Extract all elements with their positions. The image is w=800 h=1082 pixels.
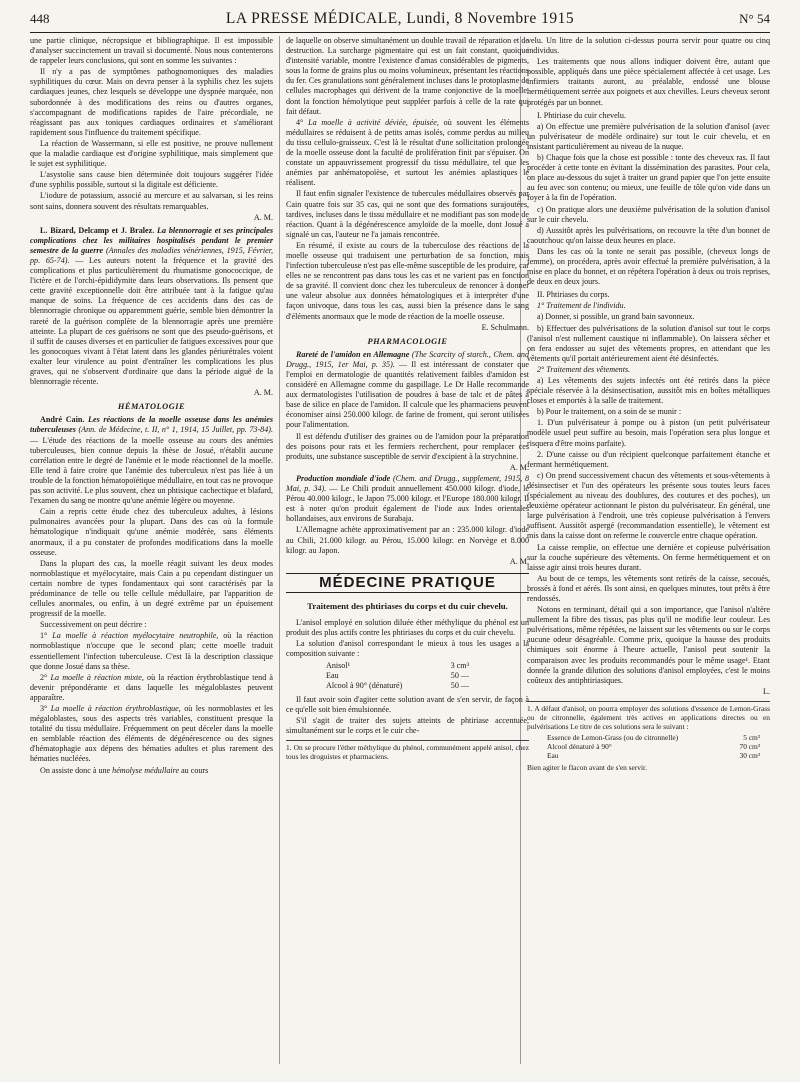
list-item: c) On pratique alors une deuxième pulvérisation de la solution d'anisol sur le cuir chevelu.: [527, 204, 770, 224]
signature: A. M.: [253, 212, 273, 222]
list-item: b) Effectuer des pulvérisations de la solution d'anisol sur tout le corps (l'anisol n'est nullement caustique ni inflammable). On laissera sécher et on fera endosser au sujet des vêtements propres, en attendant que les vêtements qu'il portait antérieurement aient été désinfectés.: [527, 323, 770, 363]
paragraph: Il faut enfin signaler l'existence de tubercules médullaires observés par Cain quatre fois sur 35 cas, qui ne sont que des formations surajoutées, tardives, incluses dans le tissu médullaire et ne modifiant pas son mode de réaction. Quant à la dégénérescence amyloïde de la moelle, dont Josué a signalé un cas, l'auteur ne l'a jamais rencontrée.: [286, 189, 529, 239]
paragraph: L'asystolie sans cause bien déterminée doit toujours suggérer l'idée d'une syphilis possible, surtout si la digitale est déficiente.: [30, 170, 273, 190]
article-abstract: [30, 415, 273, 506]
paragraph: une partie clinique, nécropsique et bibliographique. Il est impossible d'analyser succinctement un travail si documenté. Nous nous contenterons de rappeler leurs conclusions, qui sont en somme les suivantes :: [30, 36, 273, 66]
paragraph: La caisse remplie, on effectue une dernière et copieuse pulvérisation sur la couche supérieure des vêtements. On ferme hermétiquement et on laisse agir ainsi trois heures durant.: [527, 542, 770, 572]
column-rule: [279, 36, 280, 1064]
article-reference: (Annales des maladies vénériennes, 1915, Février, pp. 65-74).: [30, 245, 274, 265]
paragraph: L'Allemagne achète approximativement par an : 235.000 kilogr. d'iode au Chili, 21.000 kilogr. au Pérou, 15.000 kilogr. en Norvège et 8.000 kilogr. au Japon.: [286, 525, 529, 555]
paragraph: Il est défendu d'utiliser des graines ou de l'amidon pour la préparation des poisons pour rats et les fermiers recherchent, pour remplacer ces produits, une substance susceptible de servir d'excipient à la strychnine.: [286, 431, 529, 461]
subheading: 2° Traitement des vêtements.: [537, 364, 631, 374]
recipe-row: Essence de Lemon-Grass (ou de citronnelle) 5 cm³: [547, 732, 760, 742]
list-item: 1° La moelle à réaction myélocytaire neutrophile, où la réaction normoblastique n'occupe que le second plan; cette moelle traduit essentiellement l'infection tuberculeuse. C'est là la description classique que donne Josué dans sa thèse.: [30, 631, 274, 671]
column-1: [30, 36, 273, 777]
list-item: a) On effectue une première pulvérisation de la solution d'anisol (avec un pulvérisateur de modèle ordinaire) sur tout le cuir chevelu, et en insistant particulièrement au niveau de la nuque.: [527, 121, 770, 151]
list-item: b) Pour le traitement, on a soin de se munir :: [537, 407, 682, 417]
list-item: 2° La moelle à réaction mixte, où la réaction érythroblastique tend à devenir prépondérante et dans laquelle les mégaloblastes peuvent apparaître.: [30, 672, 274, 702]
signature: E. Schulmann.: [481, 322, 529, 332]
article-abstract: [30, 226, 273, 388]
paragraph: Dans la plupart des cas, la moelle réagit suivant les deux modes normoblastique et myélocytaire, mais Cain a pu cependant distinguer un certain nombre de types fondamentaux qui sont caractérisés par la prédominance de telle ou telle cellule médullaire, par l'apparition de cellules anormales, ou enfin, à un degré extrême par un épuisement progressif de la moelle.: [30, 558, 273, 619]
issue-number: N° 54: [739, 11, 770, 26]
column-2: [286, 36, 529, 761]
paragraph: Les traitements que nous allons indiquer doivent être, autant que possible, appliqués dans une pièce spécialement affectée à cet usage. Les infirmiers traitants auront, au préalable, endossé une blouse hermétiquement serrée aux poignets et aux chevilles. Leurs cheveux seront protégés par un bonnet.: [527, 57, 770, 107]
article-body: — Le Chili produit annuellement 450.000 kilogr. d'iode, le Pérou 40.000 kilogr., le Japon 75.000 kilogr. et l'Europe 180.000 kilogr. Il est à noter qu'on produit également de l'iode aux Indes orientales hollandaises, aux environs de Surabaja.: [286, 484, 529, 524]
footnote: 1. On se procure l'éther méthylique du phénol, communément appelé anisol, chez tous les droguistes et pharmaciens.: [286, 740, 529, 761]
article-title: La blennorragie et ses principales complications chez les militaires hospitalisés pendant le premier semestre de la guerre: [30, 225, 273, 255]
paragraph: La réaction de Wassermann, si elle est positive, ne prouve nullement que la maladie cardiaque est d'origine syphilitique, mais simplement que le sujet est syphilitique.: [30, 138, 273, 169]
paragraph: L'anisol employé en solution diluée éther méthylique du phénol est un produit des plus actifs contre les phtiriases du corps et du cuir chevelu.: [286, 617, 529, 637]
list-item: a) Donner, si possible, un grand bain savonneux.: [537, 312, 695, 322]
signature: A. M.: [509, 462, 529, 472]
list-item: d) Aussitôt après les pulvérisations, on recouvre la tête d'un bonnet de caoutchouc qu'on laisse deux heures en place.: [527, 225, 770, 245]
list-item: 2. D'une caisse ou d'un récipient quelconque parfaitement étanche et fermant hermétiquement.: [527, 449, 770, 469]
page-number: 448: [30, 11, 50, 26]
recipe-row: Eau 50 —: [326, 671, 469, 681]
article-abstract: [286, 474, 529, 524]
article-title: Les réactions de la moelle osseuse dans les anémies tuberculeuses: [30, 415, 273, 435]
journal-title: LA PRESSE MÉDICALE, Lundi, 8 Novembre 1915: [225, 10, 575, 27]
paragraph: Successivement on peut décrire :: [40, 620, 147, 630]
signature: A. M.: [509, 556, 529, 566]
recipe-list: [547, 733, 770, 760]
list-item: 1. D'un pulvérisateur à pompe ou à piston (un petit pulvérisateur modèle usuel peut suffire au besoin, mais l'opération sera plus longue et risquera d'être moins parfaite).: [527, 418, 770, 448]
article-reference: (The Scarcity of starch., Chem. and Drugg., 1915, 1er Mai, p. 35).: [286, 349, 529, 369]
paragraph: Au bout de ce temps, les vêtements sont retirés de la caisse, secoués, brossés à fond et aérés. Ils sont ainsi, en quelques minutes, tout prêts à être rendossés.: [527, 573, 770, 603]
article-body: — Les auteurs notent la fréquence et la gravité des complications et plus particulièrement du rhumatisme gonococcique, de l'ictère et de l'orchi-épididymite dans leurs observations. Ils pensent que cette gravité exceptionnelle doit être attribuée tant à la fatigue qu'au manque de soins. La fréquence de ces accidents dans des cas de blennorragie chronique ou apparemment guérie, semble bien démontrer la rareté de la guérison complète de la blennorragie après une première atteinte. La plupart de ces guérisons ne sont que des pseudo-guérisons, et il suffit de causes diverses et en particulier de fatigues excessives pour que les gonocoques vivant à l'état latent dans les glandes périurétrales voient exalter leur virulence au point d'entraîner les complications les plus graves, qui ne s'observent d'ordinaire que dans la période aiguë de la blennorragie récente.: [30, 255, 273, 387]
list-item: b) Chaque fois que la chose est possible : tonte des cheveux ras. Il faut procéder à cette tonte en évitant la dissémination des parasites. Pour cela, on place au-dessous du sujet à traiter un grand papier que l'on jette ensuite au feu avec son contenu; ou mieux, une feuille de tôle qu'on vide dans un foyer à la fin de l'opération.: [527, 153, 770, 203]
article-title: Traitement des phtiriases du corps et du cuir chevelu.: [307, 600, 508, 611]
paragraph: Notons en terminant, détail qui a son importance, que l'anisol n'altère nullement la fibre des tissus, pas plus qu'il ne modifie leur couleur. Les pulvérisations, même répétées, ne laissent sur les vêtements ou sur le corps aucune odeur désagréable. Comme prix, quoique la hausse des produits chimiques soit énorme à l'heure actuelle, l'anisol peut soutenir la comparaison avec les produits recommandés pour le même usage¹. Etant donnée la grande dilution des solutions d'anisol employées, c'est le moins coûteux des antiphtiriasiques.: [527, 605, 770, 685]
paragraph: S'il s'agit de traiter des sujets atteints de phtiriase accentuée, simultanément sur le corps et le cuir che-: [286, 715, 529, 735]
article-reference: (Ann. de Médecine, t. II, n° 1, 1914, 15 Juillet, pp. 73-84).: [78, 425, 273, 435]
paragraph: Cain a repris cette étude chez des tuberculeux adultes, à lésions pulmonaires avancées pour la plupart. Dans des cas où la formule hématologique n'indiquait qu'une anémie modérée, sans éléments anormaux, il a pu constater de profondes modifications dans la moelle osseuse.: [30, 507, 273, 557]
recipe-row: Alcool dénaturé à 90° 70 cm³: [547, 741, 760, 751]
paragraph: Il n'y a pas de symptômes pathognomoniques des maladies syphilitiques du cœur. Mais on devra penser à la syphilis chez les sujets cardiaques jeunes, chez lesquels se développe une dyspnée marquée, non subordonnée à des modifications des reins ou d'autres organes, s'accompagnant de modifications rapides de l'aire précordiale, ne réagissant pas aux toniques cardiaques ordinaires et s'améliorant rapidement sous l'influence du traitement spécifique.: [30, 67, 273, 137]
footnote: [527, 701, 770, 772]
footnote-text: Bien agiter le flacon avant de s'en servir.: [527, 762, 647, 772]
page-header: [30, 8, 770, 33]
subheading: II. Phtiriases du corps.: [537, 290, 610, 300]
section-heading: HÉMATOLOGIE: [117, 402, 186, 412]
paragraph: de laquelle on observe simultanément un double travail de réparation et de destruction. La surcharge pigmentaire qui est un fait constant, quoique d'intensité variable, montre l'existence d'amas considérables de pigments, sous la forme de grains plus ou moins volumineux, présentant les réactions du fer. Ces granulations sont généralement incluses dans le protoplasme de cellules macrophages qui dérivent de la trame conjonctive de la moelle, dont la fonction hémolytique peut suppléer parfois à celle de la rate qui fait défaut.: [286, 36, 529, 116]
paragraph: velu. Un litre de la solution ci-dessus pourra servir pour quatre ou cinq individus.: [527, 36, 770, 56]
paragraph: On assiste donc à une hémolyse médullaire au cours: [40, 765, 209, 775]
paragraph: L'iodure de potassium, associé au mercure et au salvarsan, si les reins sont sains, donnera souvent des résultats remarquables.: [30, 191, 273, 211]
signature: A. M.: [253, 388, 273, 398]
column-3: [527, 36, 770, 772]
article-authors: L. Bizard, Delcamp et J. Bralez.: [40, 225, 155, 235]
paragraph: En résumé, il existe au cours de la tuberculose des réactions de la moelle osseuse qui traduisent une perturbation de sa fonction, mais l'infection tuberculeuse n'est pas elle-même susceptible de les produire, car elles ne se rencontrent pas dans tous les cas et ne varient pas en fonction de sa gravité. Il convient donc chez les tuberculeux de renoncer à donner une valeur absolue aux données hématologiques et à interpréter d'une façon univoque, dans tous les cas, aussi bien la présence dans le sang d'éléments anormaux que le mode de réaction de la moelle osseuse.: [286, 240, 529, 321]
section-banner: MÉDECINE PRATIQUE: [286, 573, 529, 593]
article-reference: (Chem. and Drugg., supplement, 1915, 8 Mai, p. 34).: [286, 473, 529, 494]
article-body: — L'étude des réactions de la moelle osseuse au cours des anémies tuberculeuses, bien connue depuis la thèse de Josué, n'établit aucune corrélation entre le degré de l'anémie et le mode réactionnel de la moelle. Elle tend à faire croire que l'anémie des tuberculeux n'est pas liée à un trouble de la fonction hématopoïétique médullaire, en tout cas ne provoque pas son activité. Le plus souvent, chez un phtisique cachectique et blafard, l'examen du sang ne montre qu'une anémie légère ou moyenne.: [30, 435, 273, 506]
article-body: — Il est intéressant de constater que l'emploi en dermatologie de quantités relativement faibles d'amidon est considéré en Allemagne comme du gaspillage. Le Dr Halle recommande aux dermatologistes l'utilisation de poudres à base de talc et de pâtes à base de silice en place de l'amidon. Il calcule que les pharmaciens peuvent économiser ainsi 250.000 kilogr. de farine de froment, qui seront utilisées pour l'alimentation.: [286, 359, 529, 430]
article-title: Production mondiale d'iode: [296, 473, 391, 483]
list-item: 3° La moelle à réaction érythroblastique, où les normoblastes et les mégaloblastes, sous des aspects très variables, constituent presque la totalité du tissu médullaire. Fréquemment on peut déceler dans la moelle en semblable réaction des éléments de dégénérescence ou des signes d'hématophagie aux dépens des hématies adultes et plus rarement des hématies nucléées.: [30, 704, 273, 764]
section-heading: PHARMACOLOGIE: [367, 336, 448, 346]
article-title: Rareté de l'amidon en Allemagne: [296, 349, 410, 359]
list-item: c) On prend successivement chacun des vêtements et sous-vêtements à désinsectiser et l'un des opérateurs les présente sous toutes leurs faces (spécialement au niveau des doublures, des coutures et des poches), un deuxième opérateur actionnant le piston du pulvérisateur. En général, une large pulvérisation à l'endroit, une très copieuse pulvérisation à l'envers suffisent. Aussitôt aspergé (recommandation essentielle), le vêtement est mis dans la caisse dont on referme le couvercle entre chaque opération.: [527, 470, 770, 541]
footnote-text: 1. A défaut d'anisol, on pourra employer des solutions d'essence de Lemon-Grass ou de citronnelle, également très actives en applications directes ou en pulvérisations Le titre de ces solutions sera le suivant :: [527, 703, 770, 731]
recipe-list: [326, 661, 529, 691]
list-item: 4° La moelle à activité déviée, épuisée, où souvent les éléments médullaires se réduisent à de petits amas isolés, comme perdus au milieu du tissu cellulo-graisseux. C'est là le résultat d'une sollicitation prolongée de la moelle osseuse dont la faculté de prolifération finit par s'épuiser. On constate un appauvrissement progressif du tissu médullaire, tel que les anémies par anhématopoïèse, et surtout les anémies aplastiques le réalisent.: [286, 117, 530, 188]
paragraph: La solution d'anisol correspondant le mieux à tous les usages a la composition suivante :: [286, 639, 529, 659]
article-authors: André Cain.: [40, 415, 85, 425]
recipe-row: Eau 30 cm³: [547, 750, 760, 760]
subheading: I. Phtiriase du cuir chevelu.: [537, 110, 627, 120]
list-item: a) Les vêtements des sujets infectés ont été retirés dans la pièce spéciale réservée à la désinsectisation, aussitôt mis en boîtes métalliques closes et emportés à la salle de traitement.: [527, 376, 770, 406]
recipe-row: Alcool à 90° (dénaturé) 50 —: [326, 681, 469, 691]
paragraph: Dans les cas où la tonte ne serait pas possible, (cheveux longs de femme), on procédera, après avoir effectué la première pulvérisation, à la mise en place du bonnet, et on répétera l'opération à deux ou trois reprises, de deux en deux jours.: [527, 246, 770, 287]
paragraph: Il faut avoir soin d'agiter cette solution avant de s'en servir, de façon à ce qu'elle soit bien émulsionnée.: [286, 694, 529, 714]
recipe-row: Anisol¹ 3 cm³: [326, 661, 469, 671]
signature: L.: [763, 686, 770, 696]
subheading: 1° Traitement de l'individu.: [537, 301, 626, 311]
article-abstract: [286, 350, 529, 431]
